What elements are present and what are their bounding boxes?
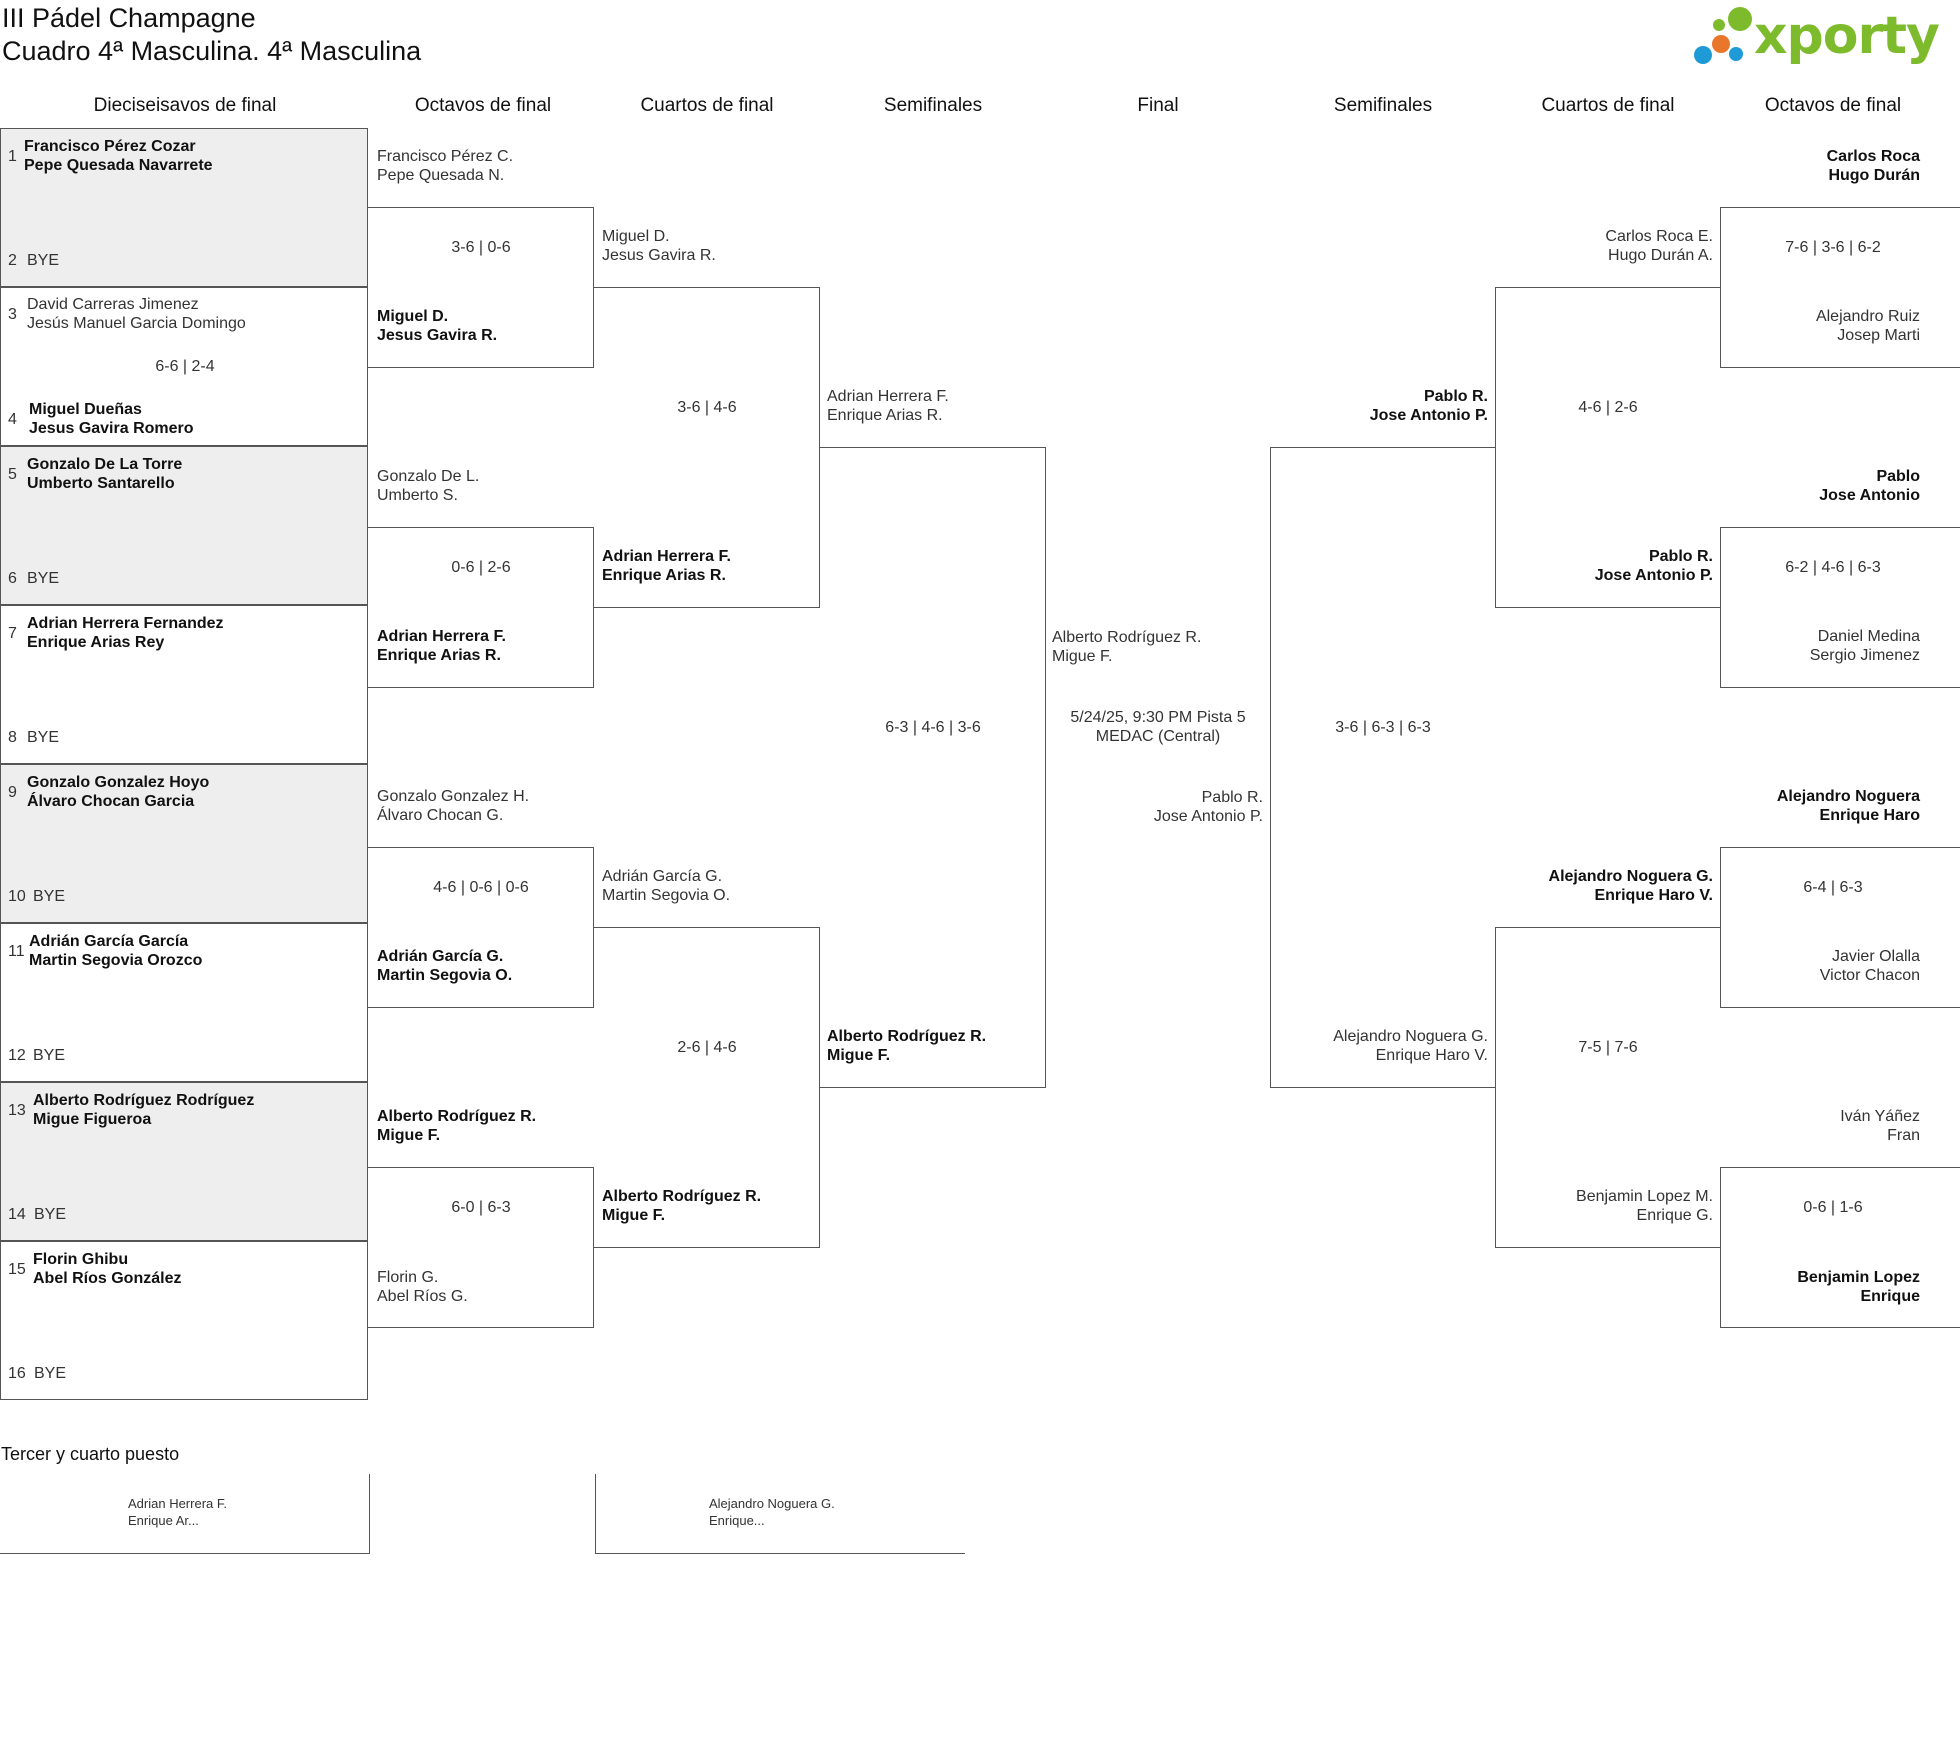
r32-match-4[interactable] bbox=[0, 605, 368, 764]
player-name: Enrique Arias Rey bbox=[27, 634, 165, 651]
player-name: Gonzalo Gonzalez H. bbox=[377, 788, 530, 805]
player-name: Umberto Santarello bbox=[27, 475, 175, 492]
seed-number: 3 bbox=[8, 306, 17, 323]
seed-number: 7 bbox=[8, 625, 17, 642]
seed-number: 4 bbox=[8, 411, 17, 428]
player-name: Adrian Herrera F. bbox=[377, 628, 506, 645]
player-name: David Carreras Jimenez bbox=[27, 296, 199, 313]
r16-connector bbox=[1720, 1167, 1960, 1328]
player-name: Enrique Haro V. bbox=[1375, 1047, 1488, 1064]
match-score: 3-6 | 6-3 | 6-3 bbox=[1335, 719, 1431, 736]
player-name: Abel Ríos González bbox=[33, 1270, 182, 1287]
round-header-right-sf: Semifinales bbox=[1333, 95, 1433, 116]
round-header-right-qf: Cuartos de final bbox=[1541, 95, 1675, 116]
player-name: Alejandro Noguera G. bbox=[709, 1496, 835, 1511]
r32-match-5[interactable] bbox=[0, 764, 368, 923]
match-score: 6-0 | 6-3 bbox=[451, 1199, 511, 1216]
round-header-final: Final bbox=[1137, 95, 1179, 116]
match-score: 0-6 | 1-6 bbox=[1803, 1199, 1863, 1216]
player-name: Hugo Durán bbox=[1828, 167, 1920, 184]
seed-number: 14 bbox=[8, 1206, 26, 1223]
player-name: Francisco Pérez C. bbox=[377, 148, 514, 165]
xporty-logo bbox=[1690, 4, 1939, 68]
player-name: Enrique Arias R. bbox=[827, 407, 943, 424]
player-name: Enrique bbox=[1860, 1288, 1920, 1305]
match-score: 6-4 | 6-3 bbox=[1803, 879, 1863, 896]
player-name: Migue F. bbox=[377, 1127, 441, 1144]
seed-number: 8 bbox=[8, 729, 17, 746]
player-name: Pepe Quesada N. bbox=[377, 167, 505, 184]
player-name: Abel Ríos G. bbox=[377, 1288, 468, 1305]
player-name: Florin Ghibu bbox=[33, 1251, 129, 1268]
bye-label: BYE bbox=[33, 1047, 66, 1064]
player-name: Enrique Ar... bbox=[128, 1513, 199, 1528]
player-name: Alejandro Noguera G. bbox=[1333, 1028, 1488, 1045]
player-name: Miguel Dueñas bbox=[29, 401, 142, 418]
player-name: Javier Olalla bbox=[1831, 948, 1920, 965]
round-header-r32: Dieciseisavos de final bbox=[93, 95, 277, 116]
player-name: Benjamin Lopez bbox=[1797, 1269, 1920, 1286]
player-name: Pablo R. bbox=[1648, 548, 1713, 565]
round-header-right-r16: Octavos de final bbox=[1764, 95, 1902, 116]
player-name: Gonzalo Gonzalez Hoyo bbox=[27, 774, 210, 791]
player-name: Benjamin Lopez M. bbox=[1576, 1188, 1713, 1205]
r32-match-2[interactable] bbox=[0, 287, 368, 446]
player-name: Jose Antonio bbox=[1819, 487, 1920, 504]
xporty-logo-text: xporty bbox=[1754, 6, 1939, 66]
player-name: Martin Segovia Orozco bbox=[29, 952, 203, 969]
match-score: 0-6 | 2-6 bbox=[451, 559, 511, 576]
r32-match-7[interactable] bbox=[0, 1082, 368, 1241]
third-place-right-box[interactable] bbox=[595, 1474, 965, 1554]
player-name: Alberto Rodríguez R. bbox=[827, 1028, 987, 1045]
player-name: Sergio Jimenez bbox=[1809, 647, 1920, 664]
player-name: Alberto Rodríguez R. bbox=[602, 1188, 762, 1205]
bye-label: BYE bbox=[34, 1365, 67, 1382]
player-name: Adrián García G. bbox=[602, 868, 723, 885]
match-score: 6-3 | 4-6 | 3-6 bbox=[885, 719, 981, 736]
player-name: Alberto Rodríguez R. bbox=[377, 1108, 537, 1125]
match-score: 6-6 | 2-4 bbox=[155, 358, 215, 375]
player-name: Álvaro Chocan Garcia bbox=[27, 793, 195, 810]
bye-label: BYE bbox=[27, 729, 60, 746]
seed-number: 11 bbox=[8, 943, 25, 960]
seed-number: 15 bbox=[8, 1261, 26, 1278]
player-name: Miguel D. bbox=[377, 308, 449, 325]
draw-subtitle: Cuadro 4ª Masculina. 4ª Masculina bbox=[2, 36, 422, 66]
bye-label: BYE bbox=[34, 1206, 67, 1223]
player-name: Carlos Roca E. bbox=[1605, 228, 1713, 245]
player-name: Josep Marti bbox=[1837, 327, 1920, 344]
player-name: Jesus Gavira Romero bbox=[29, 420, 194, 437]
player-name: Daniel Medina bbox=[1817, 628, 1920, 645]
tournament-title: III Pádel Champagne bbox=[2, 3, 256, 33]
player-name: Migue F. bbox=[827, 1047, 891, 1064]
seed-number: 9 bbox=[8, 784, 17, 801]
player-name: Martin Segovia O. bbox=[377, 967, 513, 984]
player-name: Jesus Gavira R. bbox=[377, 327, 498, 344]
player-name: Alberto Rodríguez R. bbox=[1052, 629, 1202, 646]
player-name: Francisco Pérez Cozar bbox=[24, 138, 196, 155]
seed-number: 5 bbox=[8, 466, 17, 483]
seed-number: 13 bbox=[8, 1102, 26, 1119]
player-name: Gonzalo De L. bbox=[377, 468, 480, 485]
seed-number: 6 bbox=[8, 570, 17, 587]
seed-number: 16 bbox=[8, 1365, 26, 1382]
match-score: 3-6 | 0-6 bbox=[451, 239, 511, 256]
r32-match-6[interactable] bbox=[0, 923, 368, 1082]
player-name: Migue F. bbox=[1052, 648, 1113, 665]
player-name: Adrian Herrera F. bbox=[128, 1496, 227, 1511]
player-name: Adrian Herrera F. bbox=[602, 548, 731, 565]
match-venue: MEDAC (Central) bbox=[1095, 728, 1221, 745]
r32-match-8[interactable] bbox=[0, 1241, 368, 1400]
player-name: Enrique Haro bbox=[1819, 807, 1920, 824]
seed-number: 12 bbox=[8, 1047, 26, 1064]
player-name: Miguel D. bbox=[602, 228, 670, 245]
seed-number: 10 bbox=[8, 888, 26, 905]
bye-label: BYE bbox=[27, 252, 60, 269]
player-name: Jose Antonio P. bbox=[1153, 808, 1263, 825]
player-name: Iván Yáñez bbox=[1840, 1108, 1920, 1125]
seed-number: 1 bbox=[8, 148, 17, 165]
bye-label: BYE bbox=[33, 888, 66, 905]
third-place-title: Tercer y cuarto puesto bbox=[1, 1444, 180, 1464]
sf-connector bbox=[1270, 447, 1496, 1088]
match-score: 3-6 | 4-6 bbox=[677, 399, 737, 416]
match-score: 6-2 | 4-6 | 6-3 bbox=[1785, 559, 1881, 576]
match-score: 7-5 | 7-6 bbox=[1578, 1039, 1638, 1056]
player-name: Martin Segovia O. bbox=[602, 887, 731, 904]
match-score: 4-6 | 2-6 bbox=[1578, 399, 1638, 416]
r32-match-3[interactable] bbox=[0, 446, 368, 605]
player-name: Enrique Haro V. bbox=[1594, 887, 1713, 904]
round-header-left-sf: Semifinales bbox=[883, 95, 983, 116]
round-header-left-qf: Cuartos de final bbox=[640, 95, 774, 116]
player-name: Pepe Quesada Navarrete bbox=[24, 157, 213, 174]
player-name: Enrique G. bbox=[1636, 1207, 1713, 1224]
round-header-left-r16: Octavos de final bbox=[414, 95, 552, 116]
r32-match-1[interactable] bbox=[0, 128, 368, 287]
player-name: Jesus Gavira R. bbox=[602, 247, 716, 264]
player-name: Victor Chacon bbox=[1819, 967, 1920, 984]
match-score: 2-6 | 4-6 bbox=[677, 1039, 737, 1056]
player-name: Jose Antonio P. bbox=[1369, 407, 1488, 424]
player-name: Umberto S. bbox=[377, 487, 458, 504]
match-score: 7-6 | 3-6 | 6-2 bbox=[1785, 239, 1881, 256]
bye-label: BYE bbox=[27, 570, 60, 587]
player-name: Carlos Roca bbox=[1826, 148, 1920, 165]
match-datetime-court: 5/24/25, 9:30 PM Pista 5 bbox=[1070, 709, 1246, 726]
player-name: Jose Antonio P. bbox=[1594, 567, 1713, 584]
player-name: Migue F. bbox=[602, 1207, 666, 1224]
player-name: Enrique Arias R. bbox=[377, 647, 501, 664]
player-name: Pablo bbox=[1876, 468, 1920, 485]
player-name: Enrique Arias R. bbox=[602, 567, 726, 584]
player-name: Florin G. bbox=[377, 1269, 439, 1286]
player-name: Gonzalo De La Torre bbox=[27, 456, 183, 473]
third-place-left-box[interactable] bbox=[0, 1474, 370, 1554]
player-name: Alejandro Noguera G. bbox=[1548, 868, 1713, 885]
player-name: Adrian Herrera F. bbox=[827, 388, 949, 405]
match-score: 4-6 | 0-6 | 0-6 bbox=[433, 879, 529, 896]
player-name: Jesús Manuel Garcia Domingo bbox=[27, 315, 246, 332]
player-name: Migue Figueroa bbox=[33, 1111, 152, 1128]
player-name: Alberto Rodríguez Rodríguez bbox=[33, 1092, 255, 1109]
player-name: Fran bbox=[1887, 1127, 1920, 1144]
player-name: Adrian Herrera Fernandez bbox=[27, 615, 224, 632]
player-name: Adrián García García bbox=[29, 933, 189, 950]
player-name: Adrián García G. bbox=[377, 948, 504, 965]
seed-number: 2 bbox=[8, 252, 17, 269]
player-name: Pablo R. bbox=[1201, 789, 1263, 806]
player-name: Alejandro Noguera bbox=[1776, 788, 1920, 805]
player-name: Pablo R. bbox=[1423, 388, 1488, 405]
sf-connector bbox=[820, 447, 1046, 1088]
player-name: Hugo Durán A. bbox=[1608, 247, 1713, 264]
player-name: Enrique... bbox=[709, 1513, 765, 1528]
player-name: Alejandro Ruiz bbox=[1815, 308, 1920, 325]
player-name: Álvaro Chocan G. bbox=[377, 807, 504, 824]
